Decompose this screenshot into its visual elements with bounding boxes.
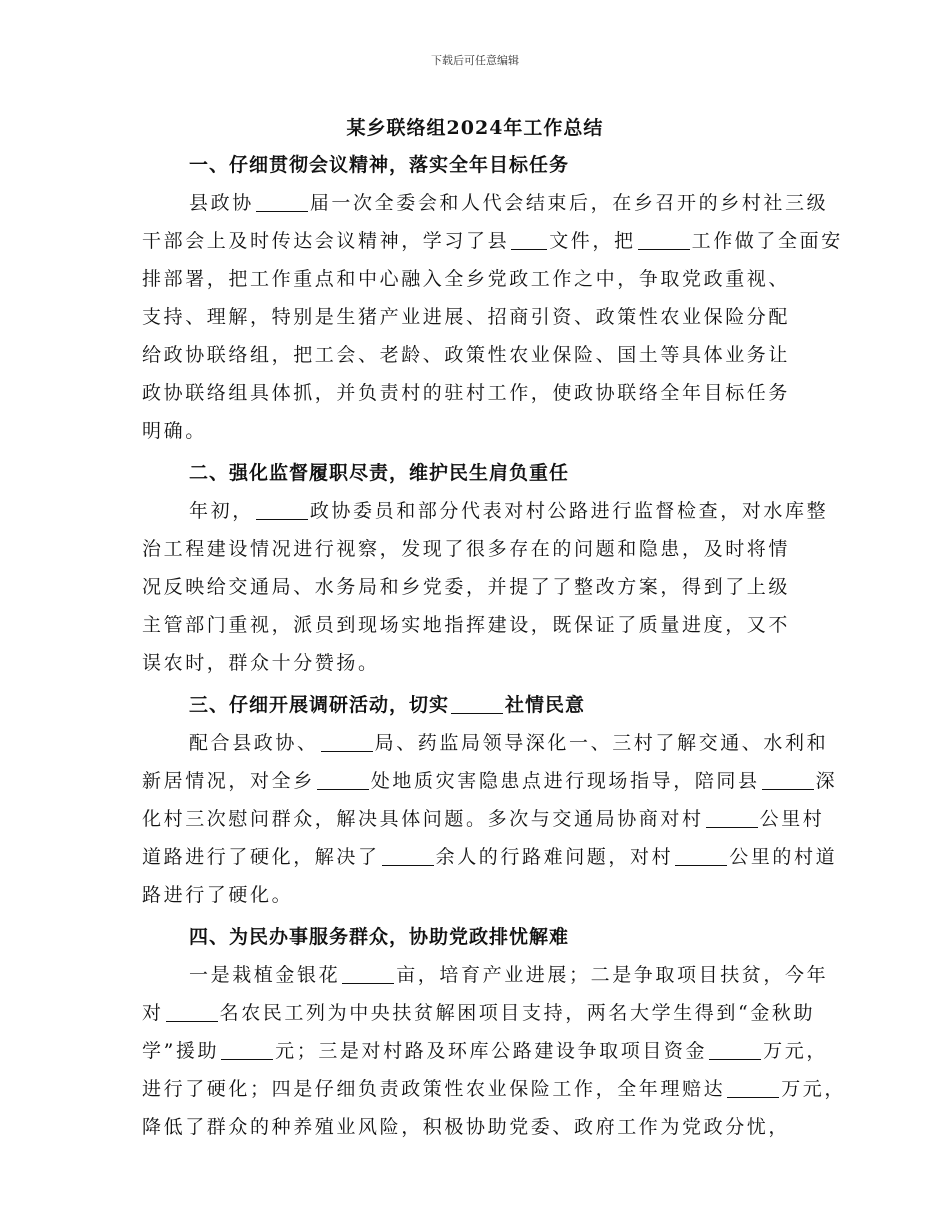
document-body xyxy=(142,146,847,1150)
document-title: 某乡联络组2024年工作总结 xyxy=(346,117,604,139)
line-text: 亩，培育产业进展；二是争取项目扶贫，今年 xyxy=(396,964,829,986)
text-line xyxy=(142,606,812,644)
text-line xyxy=(142,1108,812,1146)
text-line xyxy=(142,956,829,994)
line-text: 路进行了硬化。 xyxy=(142,884,294,906)
text-line xyxy=(142,222,843,260)
section-paragraph xyxy=(142,492,829,682)
fill-in-blank xyxy=(256,191,308,212)
fill-in-blank xyxy=(382,845,434,866)
text-line xyxy=(142,492,829,530)
text-line xyxy=(142,336,812,374)
fill-in-blank xyxy=(166,1001,218,1022)
line-text: 干部会上及时传达会议精神，学习了县 xyxy=(142,230,510,252)
line-text: 一是栽植金银花 xyxy=(189,964,341,986)
line-text: 届一次全委会和人代会结束后，在乡召开的乡村社三级 xyxy=(309,192,829,214)
heading-text: 三、仔细开展调研活动，切实 xyxy=(189,694,450,716)
text-line xyxy=(142,184,829,222)
fill-in-blank xyxy=(256,499,308,520)
line-text: 政协委员和部分代表对村公路进行监督检查，对水库整 xyxy=(309,500,829,522)
fill-in-blank xyxy=(727,1077,779,1098)
fill-in-blank xyxy=(221,1039,273,1060)
line-text: 主管部门重视，派员到现场实地指挥建设，既保证了质量进度，又不 xyxy=(142,614,791,636)
text-line xyxy=(142,412,812,450)
line-text: 万元， xyxy=(781,1078,847,1100)
line-text: 支持、理解，特别是生猪产业进展、招商引资、政策性农业保险分配 xyxy=(142,306,791,328)
text-line xyxy=(142,1070,847,1108)
line-text: 排部署，把工作重点和中心融入全乡党政工作之中，争取党政重视、 xyxy=(142,268,791,290)
fill-in-blank xyxy=(451,693,503,714)
text-line xyxy=(142,762,838,800)
text-line xyxy=(142,644,812,682)
text-line xyxy=(142,800,825,838)
line-text: 政协联络组具体抓，并负责村的驻村工作，使政协联络全年目标任务 xyxy=(142,382,791,404)
heading-text: 社情民意 xyxy=(505,694,586,716)
fill-in-blank xyxy=(342,963,394,984)
line-text: 误农时，群众十分赞扬。 xyxy=(142,652,380,674)
line-text: 治工程建设情况进行视察，发现了很多存在的问题和隐患，及时将情 xyxy=(142,538,791,560)
fill-in-blank xyxy=(317,769,369,790)
text-line xyxy=(142,724,829,762)
line-text: 道路进行了硬化，解决了 xyxy=(142,846,380,868)
line-text: 况反映给交通局、水务局和乡党委，并提了了整改方案，得到了上级 xyxy=(142,576,791,598)
line-text: 处地质灾害隐患点进行现场指导，陪同县 xyxy=(370,770,760,792)
text-line xyxy=(142,568,812,606)
fill-in-blank xyxy=(511,229,547,250)
line-text: 明确。 xyxy=(142,420,207,442)
line-text: 配合县政协、 xyxy=(189,732,319,754)
section-heading: 一、仔细贯彻会议精神，落实全年目标任务 xyxy=(189,154,570,176)
fill-in-blank xyxy=(709,1039,761,1060)
line-text: 名农民工列为中央扶贫解困项目支持，两名大学生得到“金秋助 xyxy=(219,1002,816,1024)
line-text: 余人的行路难问题，对村 xyxy=(435,846,674,868)
line-text: 工作做了全面安 xyxy=(691,230,843,252)
line-text: 化村三次慰问群众，解决具体问题。多次与交通局协商对村 xyxy=(142,808,704,830)
fill-in-blank xyxy=(706,807,758,828)
line-text: 局、药监局领导深化一、三村了解交通、水利和 xyxy=(374,732,829,754)
line-text: 学”援助 xyxy=(142,1040,220,1062)
text-line xyxy=(142,876,812,914)
line-text: 降低了群众的种养殖业风险，积极协助党委、政府工作为党政分忧， xyxy=(142,1116,791,1138)
line-text: 县政协 xyxy=(189,192,254,214)
fill-in-blank xyxy=(762,769,814,790)
line-text: 年初， xyxy=(189,500,254,522)
section-paragraph xyxy=(142,956,847,1146)
line-text: 新居情况，对全乡 xyxy=(142,770,315,792)
text-line xyxy=(142,530,812,568)
fill-in-blank xyxy=(638,229,690,250)
line-text: 进行了硬化；四是仔细负责政策性农业保险工作，全年理赔达 xyxy=(142,1078,726,1100)
section-paragraph xyxy=(142,184,843,450)
text-line xyxy=(142,260,812,298)
line-text: 公里的村道 xyxy=(729,846,838,868)
line-text: 文件，把 xyxy=(549,230,636,252)
text-line xyxy=(142,1032,828,1070)
line-text: 给政协联络组，把工会、老龄、政策性农业保险、国土等具体业务让 xyxy=(142,344,791,366)
section-heading xyxy=(142,686,812,724)
section-paragraph xyxy=(142,724,838,914)
line-text: 元；三是对村路及环库公路建设争取项目资金 xyxy=(275,1040,708,1062)
line-text: 公里村 xyxy=(759,808,825,830)
section-heading: 二、强化监督履职尽责，维护民生肩负重任 xyxy=(189,462,570,484)
line-text: 深 xyxy=(815,770,838,792)
text-line xyxy=(142,994,816,1032)
fill-in-blank xyxy=(321,731,373,752)
text-line xyxy=(142,838,838,876)
line-text: 万元， xyxy=(763,1040,828,1062)
text-line xyxy=(142,374,812,412)
text-line xyxy=(142,298,812,336)
line-text: 对 xyxy=(142,1002,164,1024)
download-note: 下载后可任意编辑 xyxy=(431,54,519,67)
fill-in-blank xyxy=(675,845,727,866)
section-gap xyxy=(142,1146,812,1150)
section-heading: 四、为民办事服务群众，协助党政排忧解难 xyxy=(189,926,570,948)
